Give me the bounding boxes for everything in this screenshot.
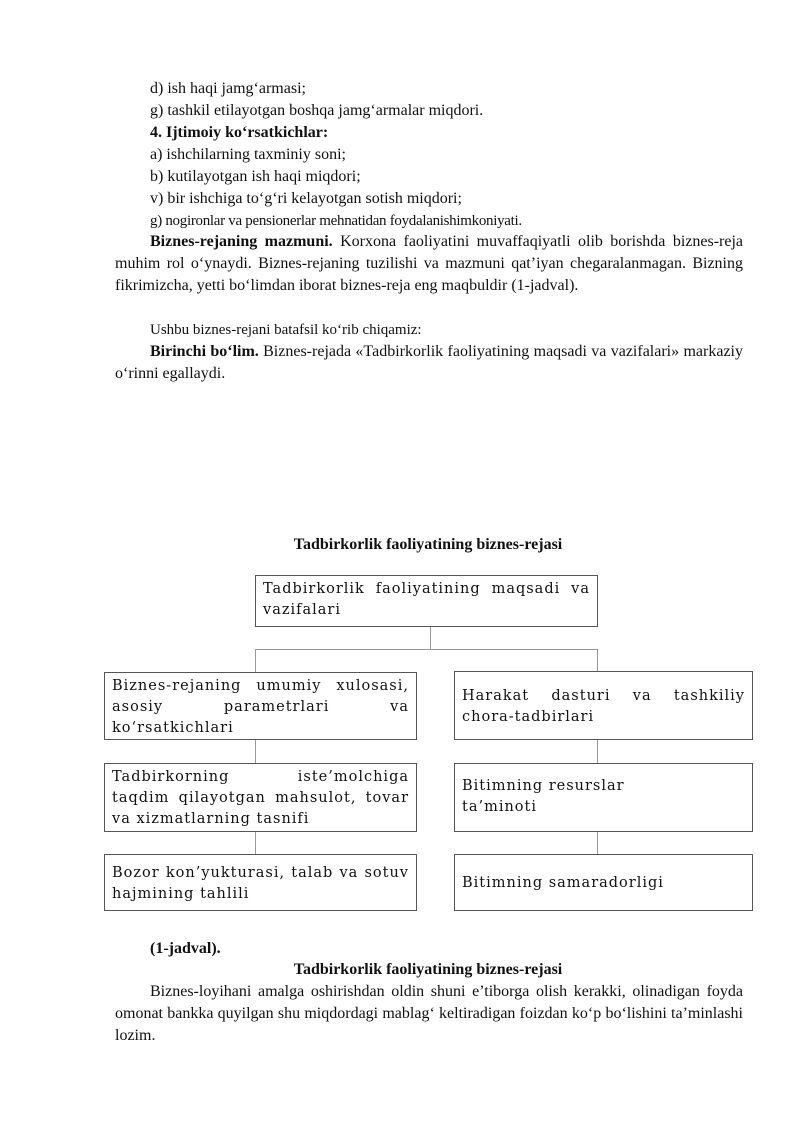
- list-item-b: b) kutilayotgan ish haqi miqdori;: [150, 168, 361, 185]
- table-caption-label: (1-jadval).: [150, 940, 221, 957]
- connector: [255, 649, 598, 650]
- paragraph-section1: [115, 341, 743, 385]
- diagram-right-box-1: Harakat dasturi va tashkiliy chora-tadbirlari: [454, 671, 753, 740]
- list-item-v: v) bir ishchiga to‘g‘ri kelayotgan sotish miqdori;: [150, 190, 462, 207]
- connector: [597, 832, 598, 854]
- connector: [597, 740, 598, 763]
- connector: [597, 649, 598, 671]
- paragraph-lead: Birinchi bo‘lim.: [150, 343, 259, 360]
- table-caption-title: Tadbirkorlik faoliyatining biznes-rejasi: [293, 961, 563, 978]
- list-item-g: g) tashkil etilayotgan boshqa jamg‘armalar miqdori.: [150, 102, 484, 119]
- diagram-right-box-3: Bitimning samaradorligi: [454, 854, 753, 911]
- connector: [255, 740, 256, 763]
- paragraph-intro-text: Ushbu biznes-rejani batafsil ko‘rib chiqamiz:: [150, 322, 422, 338]
- diagram-left-box-2: Tadbirkorning iste’molchiga taqdim qilayotgan mahsulot, tovar va xizmatlarning tasnifi: [104, 763, 417, 832]
- list-item-g2: g) nogironlar va pensionerlar mehnatidan foydalanishimkoniyati.: [150, 213, 522, 229]
- paragraph-lead: Biznes-rejaning mazmuni.: [150, 233, 333, 250]
- list-item-a: a) ishchilarning taxminiy soni;: [150, 146, 346, 163]
- connector: [430, 627, 431, 649]
- paragraph-closing-text: Biznes-loyihani amalga oshirishdan oldin shuni e’tiborga olish kerakki, olinadigan foyda omonat bankka quyilgan shu miqdordagi mablag‘ keltiradigan foizdan ko‘p bo‘lishini ta’minlashi lozim.: [115, 983, 743, 1044]
- diagram-left-box-1: Biznes-rejaning umumiy xulosasi, asosiy parametrlari va ko‘rsatkichlari: [104, 672, 417, 740]
- diagram-right-box-2: Bitimning resurslar ta’minoti: [454, 763, 753, 832]
- list-item-d: d) ish haqi jamg‘armasi;: [150, 80, 306, 97]
- paragraph-content: [115, 231, 743, 297]
- connector: [255, 649, 256, 672]
- connector: [255, 832, 256, 854]
- paragraph-closing: [115, 981, 743, 1047]
- paragraph-text: Biznes-rejada «Tadbirkorlik faoliyatining maqsadi va vazifalari» markaziy o‘rinni egallaydi.: [115, 343, 743, 382]
- diagram-title: Tadbirkorlik faoliyatining biznes-rejasi: [293, 536, 563, 553]
- diagram-top-box: Tadbirkorlik faoliyatining maqsadi va vazifalari: [255, 575, 598, 627]
- diagram-left-box-3: Bozor kon’yukturasi, talab va sotuv hajmining tahlili: [104, 854, 417, 911]
- paragraph-text: Korxona faoliyatini muvaffaqiyatli olib borishda biznes-reja muhim rol o‘ynaydi. Biznes-rejaning tuzilishi va mazmuni qat’iyan chegaralanmagan. Bizning fikrimizcha, yetti bo‘limdan iborat biznes-reja eng maqbuldir (1-jadval).: [115, 233, 744, 294]
- paragraph-intro: [115, 319, 743, 341]
- section-heading: 4. Ijtimoiy ko‘rsatkichlar:: [150, 124, 329, 141]
